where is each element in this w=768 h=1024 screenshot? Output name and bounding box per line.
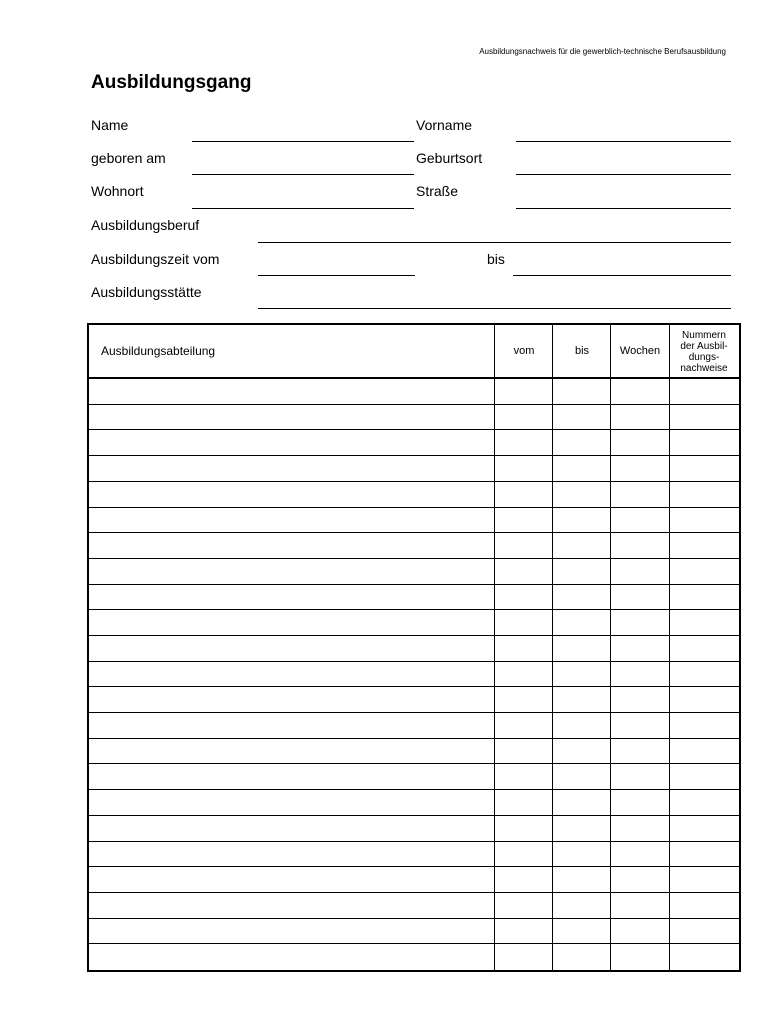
column-divider — [669, 325, 670, 970]
column-divider — [552, 325, 553, 970]
header-nummern-line-4: nachweise — [680, 362, 728, 374]
ausbildungszeit-bis-label: bis — [487, 251, 505, 267]
table-row[interactable] — [89, 429, 739, 430]
header-note: Ausbildungsnachweis für die gewerblich-technische Berufsausbildung — [479, 47, 726, 56]
name-label: Name — [91, 117, 129, 133]
table-row[interactable] — [89, 738, 739, 739]
table-row[interactable] — [89, 712, 739, 713]
header-nummern-line-3: dungs- — [688, 351, 720, 363]
header-nummern — [669, 325, 739, 378]
table-row[interactable] — [89, 507, 739, 508]
ausbildungsstaette-label: Ausbildungsstätte — [91, 284, 202, 300]
table-row[interactable] — [89, 455, 739, 456]
table-row[interactable] — [89, 481, 739, 482]
page-title: Ausbildungsgang — [91, 72, 252, 93]
table-row[interactable] — [89, 635, 739, 636]
table-row[interactable] — [89, 918, 739, 919]
column-divider — [610, 325, 611, 970]
table-row[interactable] — [89, 866, 739, 867]
table-row[interactable] — [89, 892, 739, 893]
geboren-am-field-line[interactable] — [192, 174, 414, 175]
geboren-am-label: geboren am — [91, 150, 166, 166]
table-row[interactable] — [89, 815, 739, 816]
header-vom: vom — [513, 345, 535, 357]
strasse-label: Straße — [416, 183, 459, 199]
header-bis: bis — [574, 345, 590, 357]
table-row[interactable] — [89, 789, 739, 790]
ausbildungszeit-vom-field-line[interactable] — [258, 275, 415, 276]
ausbildungsberuf-label: Ausbildungsberuf — [91, 217, 200, 233]
strasse-field-line[interactable] — [516, 208, 731, 209]
vorname-label: Vorname — [416, 117, 473, 133]
table-row[interactable] — [89, 841, 739, 842]
name-field-line[interactable] — [192, 141, 414, 142]
table-row[interactable] — [89, 763, 739, 764]
header-wochen: Wochen — [619, 345, 661, 357]
vorname-field-line[interactable] — [516, 141, 731, 142]
ausbildungszeit-vom-label: Ausbildungszeit vom — [91, 251, 220, 267]
header-nummern-line-1: Nummern — [682, 329, 726, 341]
ausbildungsabteilung-table — [87, 323, 741, 972]
header-nummern-line-2: der Ausbil- — [680, 340, 728, 352]
ausbildungszeit-bis-field-line[interactable] — [513, 275, 731, 276]
wohnort-field-line[interactable] — [192, 208, 414, 209]
table-row[interactable] — [89, 661, 739, 662]
geburtsort-field-line[interactable] — [516, 174, 731, 175]
table-row[interactable] — [89, 404, 739, 405]
table-row[interactable] — [89, 558, 739, 559]
column-divider — [494, 325, 495, 970]
table-row[interactable] — [89, 609, 739, 610]
table-row[interactable] — [89, 584, 739, 585]
header-divider — [89, 377, 739, 379]
table-row[interactable] — [89, 943, 739, 944]
geburtsort-label: Geburtsort — [416, 150, 483, 166]
wohnort-label: Wohnort — [91, 183, 144, 199]
ausbildungsberuf-field-line[interactable] — [258, 242, 731, 243]
table-row[interactable] — [89, 686, 739, 687]
table-row[interactable] — [89, 532, 739, 533]
header-ausbildungsabteilung: Ausbildungsabteilung — [101, 344, 216, 358]
ausbildungsstaette-field-line[interactable] — [258, 308, 731, 309]
